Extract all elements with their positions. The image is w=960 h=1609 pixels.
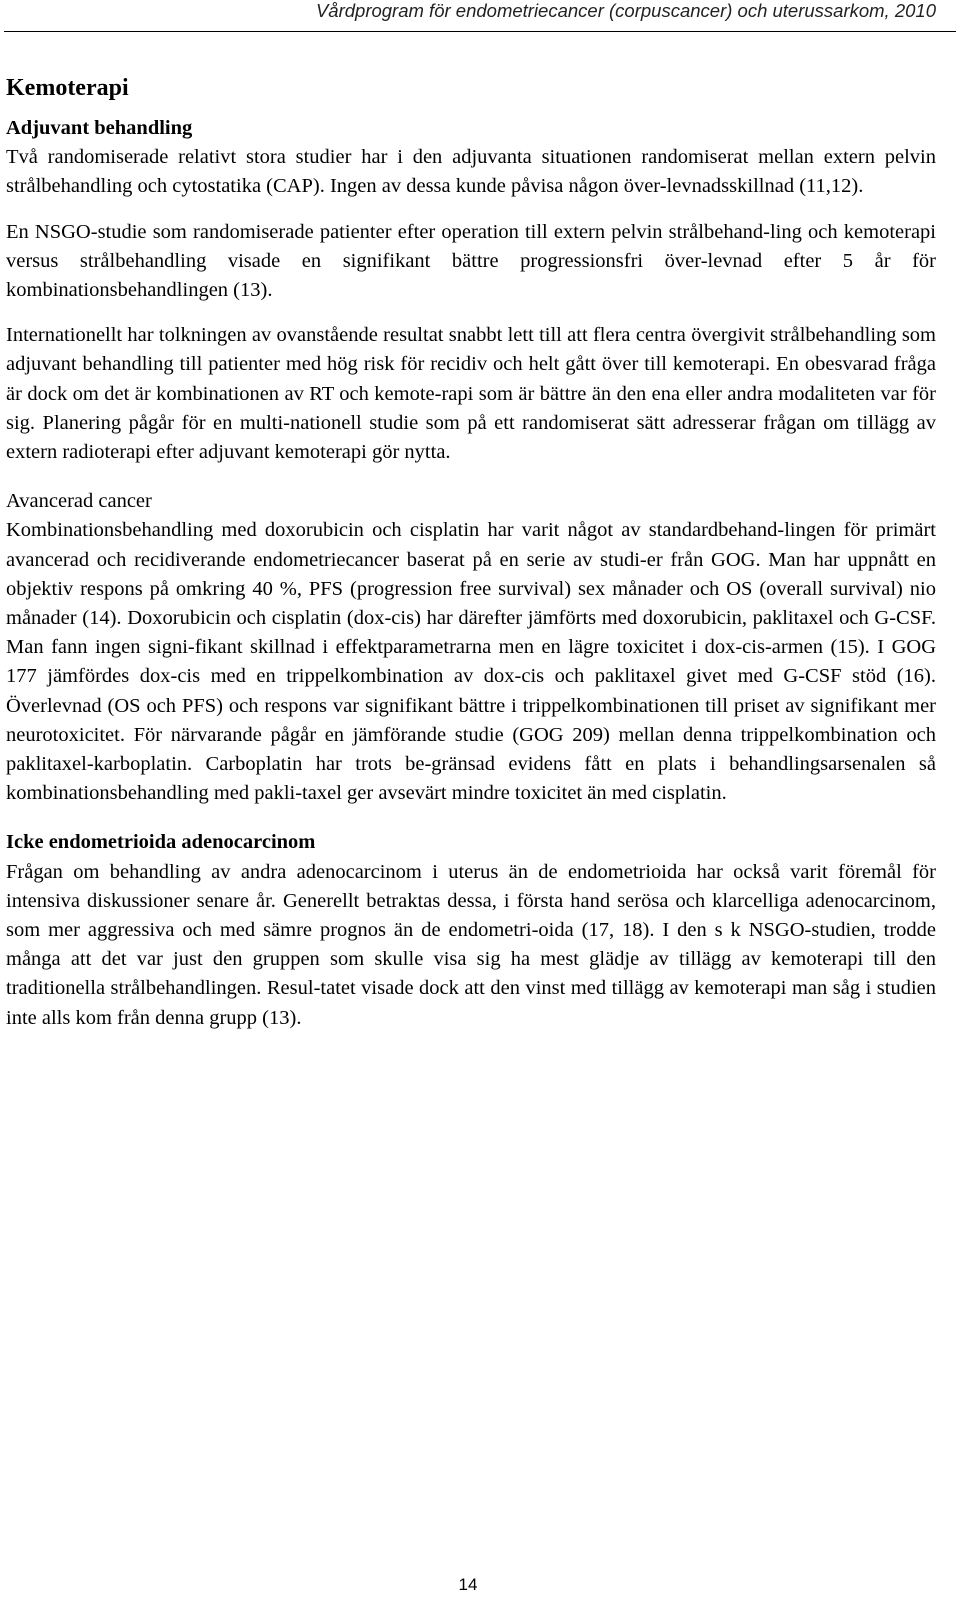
paragraph-adjuvant-1: Två randomiserade relativt stora studier har i den adjuvanta situationen randomiserat mellan extern pelvin strålbehandling och cytostatika (CAP). Ingen av dessa kunde påvisa någon över-levnadsskillnad (11,12). (6, 146, 936, 198)
header-divider (4, 31, 956, 32)
section-title-kemoterapi: Kemoterapi (6, 75, 129, 101)
paragraph-advanced-1: Kombinationsbehandling med doxorubicin och cisplatin har varit något av standardbehand-lingen för primärt avancerad och recidiverande endometriecancer baserat på en serie av studi-er från GOG. Man har uppnått en objektiv respons på omkring 40 %, PFS (progression free survival) sex månader och OS (overall survival) nio månader (14). Doxorubicin och cisplatin (dox-cis) har därefter jämförts med doxorubicin, paklitaxel och G-CSF. Man fann ingen signi-fikant skillnad i effektparametrarna men en lägre toxicitet i dox-cis-armen (15). I GOG 177 jämfördes dox-cis med en trippelkombination av dox-cis och paklitaxel givet med G-CSF stöd (16). Överlevnad (OS och PFS) och respons var signifikant bättre i trippelkombinationen till priset av signifikant mer neurotoxicitet. För närvarande pågår en jämförande studie (GOG 209) mellan denna trippelkombination och paklitaxel-karboplatin. Carboplatin har trots be-gränsad evidens fått en plats i behandlingsarsenalen så kombinationsbehandling med pakli-taxel ger avsevärt mindre toxicitet än med cisplatin. (6, 519, 936, 805)
paragraph-adjuvant-2: En NSGO-studie som randomiserade patienter efter operation till extern pelvin strålbehand-ling och kemoterapi versus strålbehandling visade en signifikant bättre progressionsfri över-levnad efter 5 år för kombinationsbehandlingen (13). (6, 220, 936, 302)
page-number: 14 (458, 1575, 478, 1594)
paragraph-adjuvant-3: Internationellt har tolkningen av ovanstående resultat snabbt lett till att flera centra övergivit strålbehandling som adjuvant behandling till patienter med hög risk för recidiv och helt gått över till kemoterapi. En obesvarad fråga är dock om det är kombinationen av RT och kemote-rapi som är bättre än den ena eller andra modaliteten var för sig. Planering pågår för en multi-nationell studie som på ett randomiserat sätt adresserar frågan om tillägg av extern radioterapi efter adjuvant kemoterapi gör nytta. (6, 324, 936, 464)
document-body (6, 74, 936, 1033)
subsection-title-advanced: Avancerad cancer (6, 490, 152, 513)
paragraph-non-endometrioid-1: Frågan om behandling av andra adenocarcinom i uterus än de endometrioida har också varit föremål för intensiva diskussioner senare år. Generellt betraktas dessa, i första hand serösa och klarcelliga adenocarcinom, som mer aggressiva och med sämre prognos än de endometri-oida (17, 18). I den s k NSGO-studien, trodde många att det var just den gruppen som skulle visa sig ha mest glädje av tillägg av kemoterapi till den traditionella strålbehandlingen. Resul-tatet visade dock att den vinst med tillägg av kemoterapi man såg i studien inte alls kom från denna grupp (13). (6, 860, 936, 1029)
subsection-title-non-endometrioid: Icke endometrioida adenocarcinom (6, 831, 316, 854)
running-header: Vårdprogram för endometriecancer (corpuscancer) och uterussarkom, 2010 (315, 0, 936, 21)
subsection-title-adjuvant: Adjuvant behandling (6, 117, 193, 139)
